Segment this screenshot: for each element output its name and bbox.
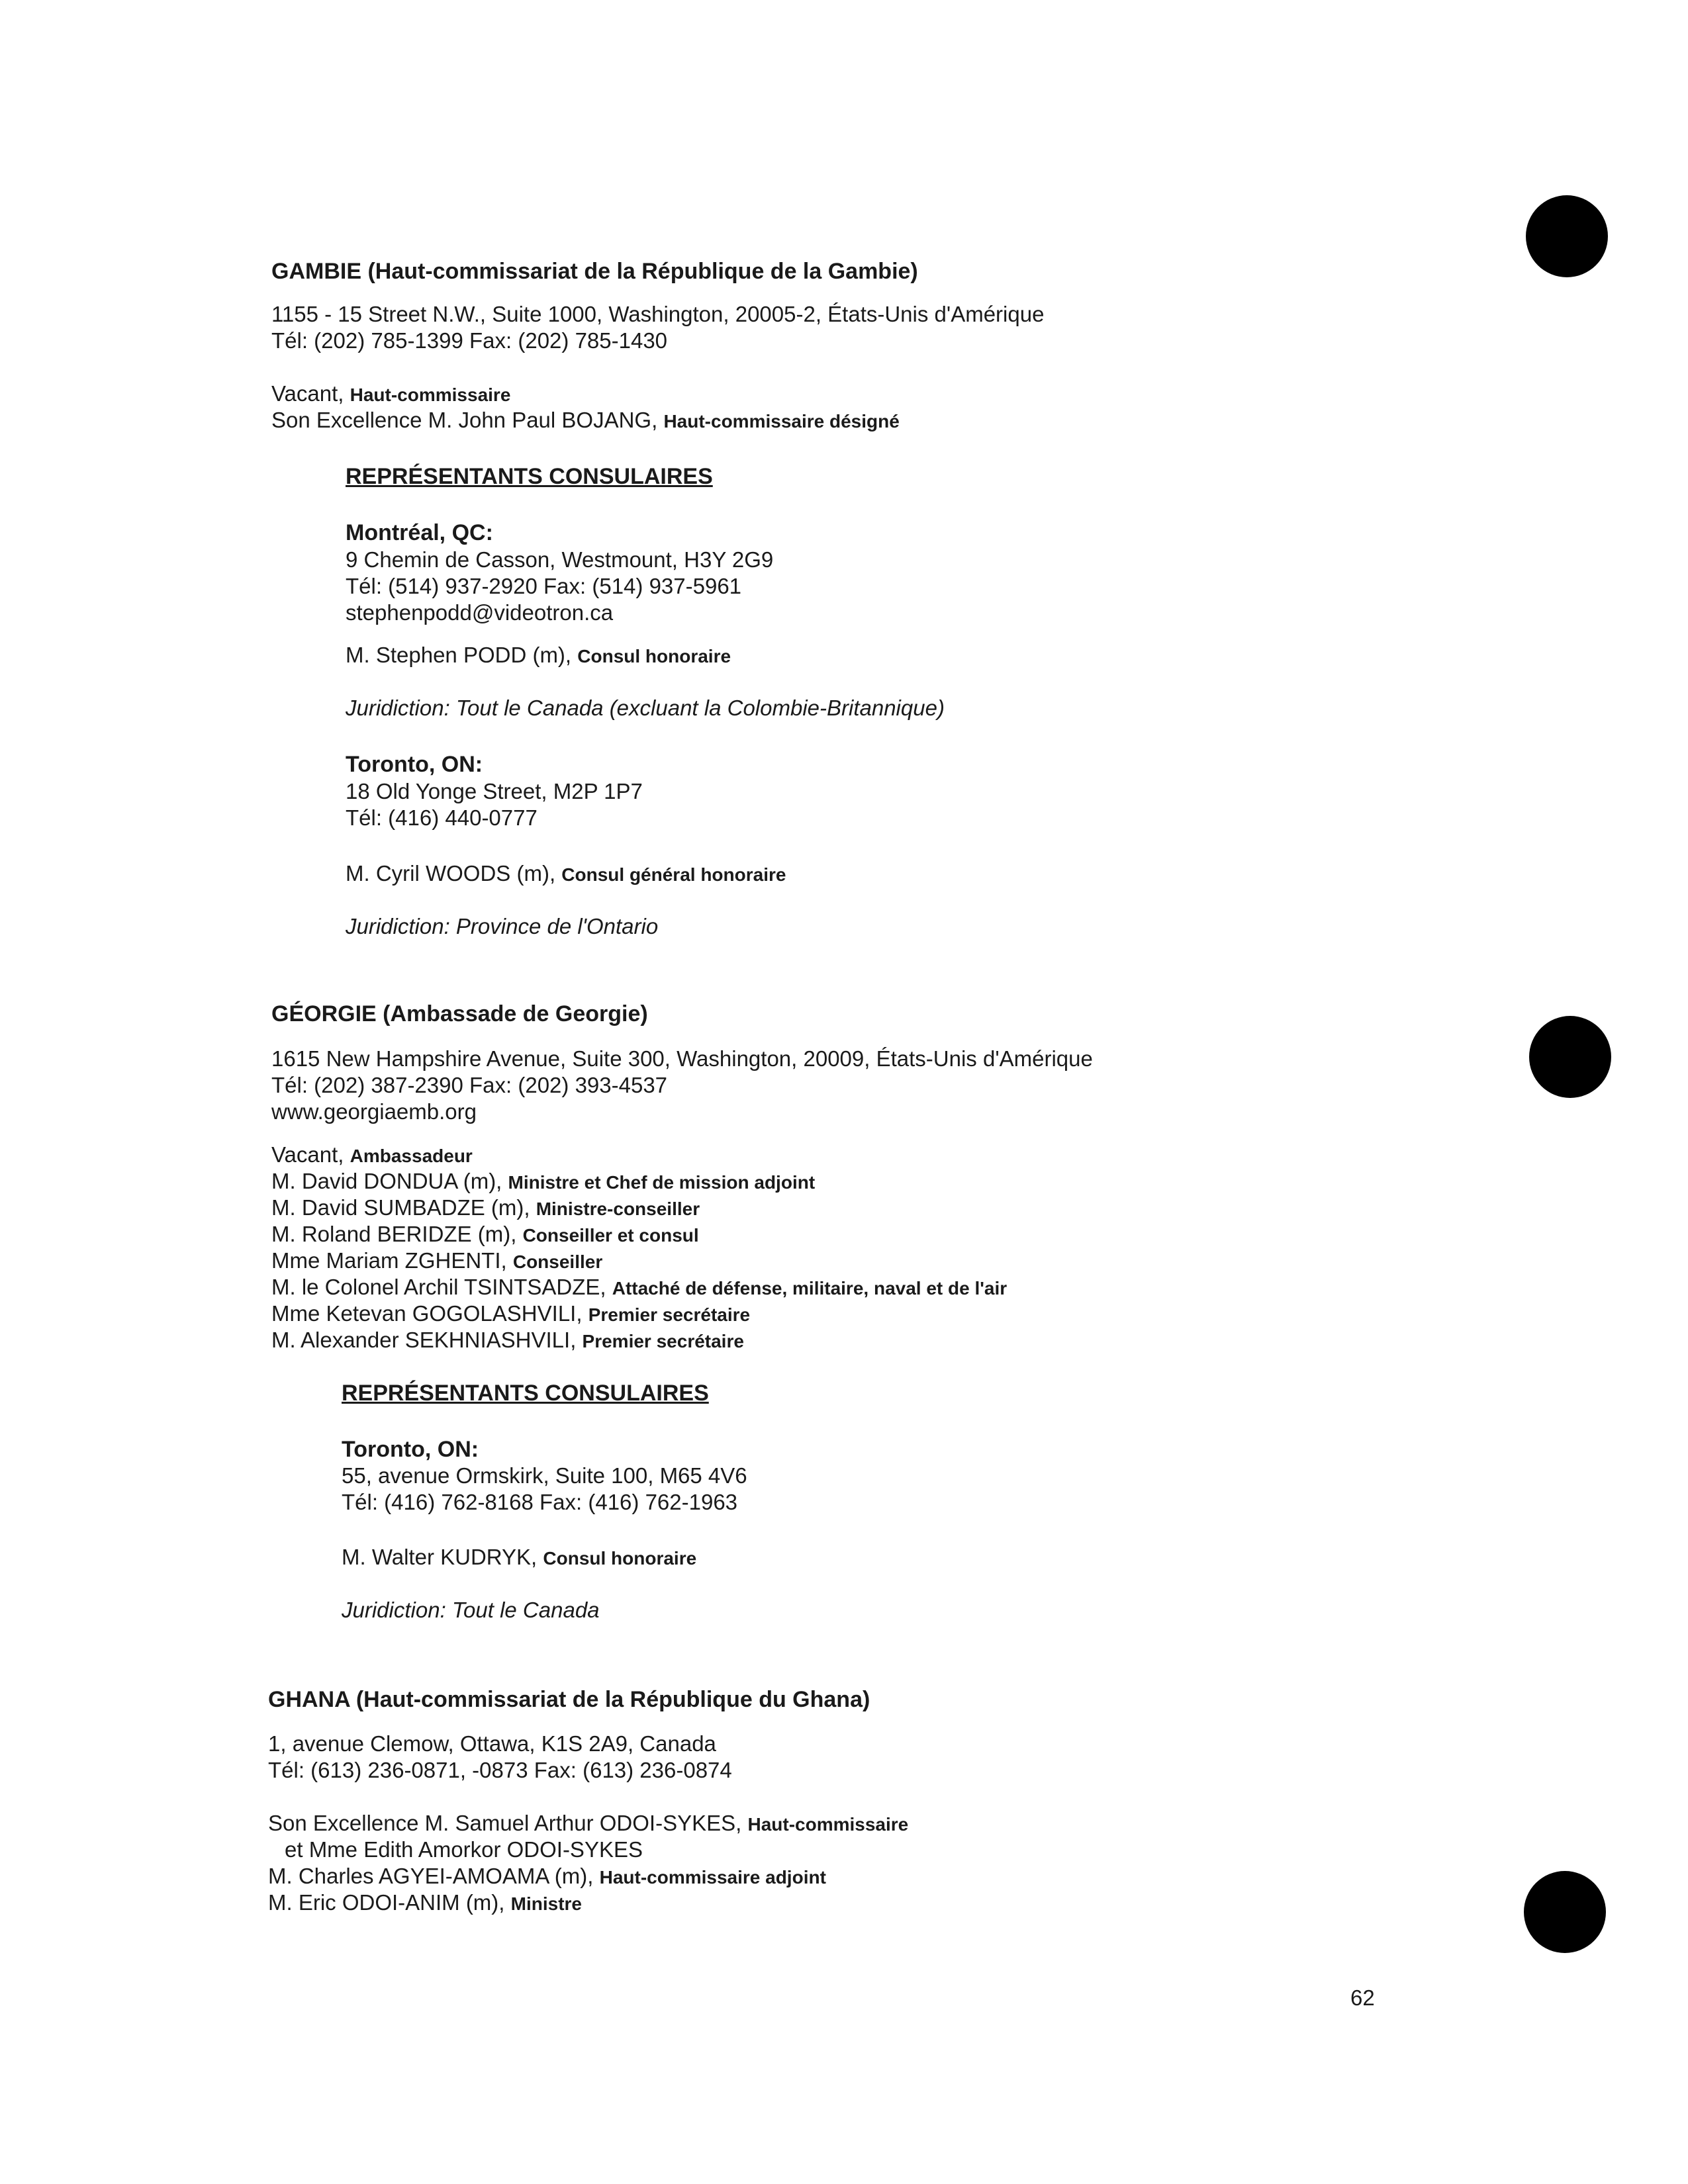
- consulate-line: 9 Chemin de Casson, Westmount, H3Y 2G9: [346, 547, 774, 572]
- staff-name: M. Charles AGYEI-AMOAMA (m),: [268, 1864, 594, 1888]
- consul-name: M. Walter KUDRYK,: [342, 1545, 538, 1569]
- jurisdiction: Juridiction: Province de l'Ontario: [346, 914, 659, 938]
- consular-title: REPRÉSENTANTS CONSULAIRES: [342, 1381, 709, 1406]
- staff-entry: [271, 407, 900, 435]
- staff-entry: [271, 1221, 699, 1249]
- staff-name: Son Excellence M. Samuel Arthur ODOI-SYKES,: [268, 1811, 742, 1835]
- phone: Tél: (202) 387-2390 Fax: (202) 393-4537: [271, 1073, 668, 1097]
- consul-name: M. Cyril WOODS (m),: [346, 861, 556, 886]
- staff-name: M. le Colonel Archil TSINTSADZE,: [271, 1275, 606, 1299]
- staff-name: Mme Ketevan GOGOLASHVILI,: [271, 1301, 583, 1326]
- consul-role: Consul général honoraire: [561, 864, 786, 885]
- consulate-email: stephenpodd@videotron.ca: [346, 600, 614, 625]
- consul-name: M. Stephen PODD (m),: [346, 643, 572, 667]
- consulate-line: Tél: (416) 762-8168 Fax: (416) 762-1963: [342, 1490, 738, 1514]
- staff-entry: [271, 1274, 1007, 1302]
- consulate-line: 18 Old Yonge Street, M2P 1P7: [346, 779, 643, 803]
- punch-hole-bottom: [1524, 1871, 1606, 1953]
- staff-entry: [271, 1142, 473, 1169]
- consulate-city: Toronto, ON:: [342, 1437, 479, 1462]
- staff-entry: [268, 1863, 826, 1891]
- staff-role: Haut-commissaire désigné: [663, 411, 900, 432]
- punch-hole-top: [1526, 195, 1608, 277]
- staff-entry: [285, 1837, 643, 1863]
- staff-role: Haut-commissaire adjoint: [599, 1867, 826, 1888]
- address: 1, avenue Clemow, Ottawa, K1S 2A9, Canada: [268, 1731, 716, 1756]
- staff-entry: [268, 1889, 582, 1917]
- consul-role: Consul honoraire: [577, 646, 731, 666]
- staff-entry: [271, 1195, 700, 1222]
- staff-name: M. David DONDUA (m),: [271, 1169, 502, 1193]
- consul-role: Consul honoraire: [543, 1548, 697, 1569]
- staff-role: Attaché de défense, militaire, naval et de l'air: [612, 1278, 1008, 1298]
- jurisdiction: Juridiction: Tout le Canada: [342, 1598, 600, 1622]
- staff-entry: [271, 1327, 744, 1355]
- phone: Tél: (202) 785-1399 Fax: (202) 785-1430: [271, 328, 668, 353]
- staff-name: Mme Mariam ZGHENTI,: [271, 1248, 507, 1273]
- staff-role: Ambassadeur: [350, 1146, 473, 1166]
- staff-role: Haut-commissaire: [350, 385, 511, 405]
- consulate-line: Tél: (514) 937-2920 Fax: (514) 937-5961: [346, 574, 742, 598]
- consul-entry: [346, 642, 731, 670]
- address: 1615 New Hampshire Avenue, Suite 300, Washington, 20009, États-Unis d'Amérique: [271, 1046, 1093, 1071]
- jurisdiction: Juridiction: Tout le Canada (excluant la Colombie-Britannique): [346, 696, 945, 720]
- website: www.georgiaemb.org: [271, 1099, 477, 1124]
- staff-entry: [271, 1300, 750, 1328]
- staff-role: Conseiller et consul: [522, 1225, 699, 1246]
- staff-role: Ministre: [510, 1893, 582, 1914]
- staff-name: M. Eric ODOI-ANIM (m),: [268, 1890, 505, 1915]
- staff-entry: [268, 1810, 908, 1838]
- staff-name: Vacant,: [271, 381, 344, 406]
- phone: Tél: (613) 236-0871, -0873 Fax: (613) 236-0874: [268, 1758, 732, 1782]
- consulate-line: 55, avenue Ormskirk, Suite 100, M65 4V6: [342, 1463, 747, 1488]
- consulate-city: Montréal, QC:: [346, 520, 493, 545]
- staff-role: Premier secrétaire: [582, 1331, 744, 1351]
- address: 1155 - 15 Street N.W., Suite 1000, Washington, 20005-2, États-Unis d'Amérique: [271, 302, 1045, 326]
- staff-name: M. Roland BERIDZE (m),: [271, 1222, 517, 1246]
- staff-name: Vacant,: [271, 1142, 344, 1167]
- section-header-georgia: GÉORGIE (Ambassade de Georgie): [271, 1001, 648, 1026]
- staff-name: Son Excellence M. John Paul BOJANG,: [271, 408, 658, 432]
- staff-entry: [271, 1248, 602, 1275]
- consul-entry: [346, 860, 786, 888]
- staff-role: Haut-commissaire: [747, 1814, 909, 1835]
- staff-name: et Mme Edith Amorkor ODOI-SYKES: [285, 1837, 643, 1862]
- staff-role: Conseiller: [512, 1251, 603, 1272]
- staff-role: Premier secrétaire: [588, 1304, 751, 1325]
- consulate-city: Toronto, ON:: [346, 752, 483, 777]
- staff-entry: [271, 1168, 815, 1196]
- section-header-ghana: GHANA (Haut-commissariat de la République du Ghana): [268, 1687, 870, 1712]
- consulate-line: Tél: (416) 440-0777: [346, 805, 538, 830]
- consular-title: REPRÉSENTANTS CONSULAIRES: [346, 464, 713, 489]
- consul-entry: [342, 1544, 696, 1572]
- punch-hole-middle: [1529, 1016, 1611, 1098]
- staff-role: Ministre-conseiller: [536, 1199, 700, 1219]
- staff-name: M. David SUMBADZE (m),: [271, 1195, 530, 1220]
- staff-entry: [271, 381, 510, 408]
- page-number: 62: [1350, 1985, 1375, 2010]
- staff-name: M. Alexander SEKHNIASHVILI,: [271, 1328, 577, 1352]
- section-header-gambia: GAMBIE (Haut-commissariat de la République de la Gambie): [271, 259, 918, 284]
- staff-role: Ministre et Chef de mission adjoint: [508, 1172, 816, 1193]
